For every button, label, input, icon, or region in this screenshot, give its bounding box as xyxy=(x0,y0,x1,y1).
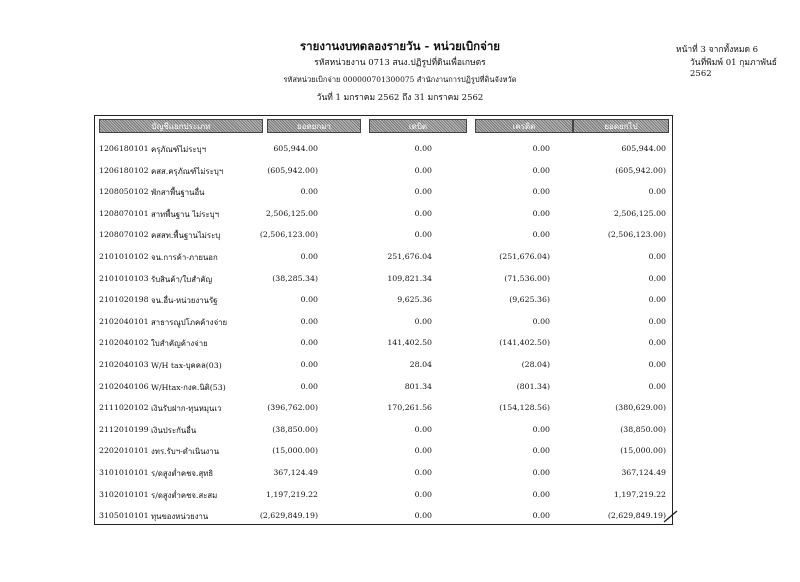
carried-forward-value: (38,850.00) xyxy=(620,424,666,434)
brought-forward-value: (38,285.34) xyxy=(272,273,318,283)
account-name: จน.อื่น-หน่วยงานรัฐ xyxy=(151,296,218,306)
carried-forward-value: 0.00 xyxy=(648,360,666,369)
carried-forward-value: 367,124.49 xyxy=(621,468,666,477)
table-row xyxy=(95,490,672,504)
page-info: หน้าที่ 3 จากทั้งหมด 6 xyxy=(676,45,759,55)
account-code: 1208070102 xyxy=(99,230,149,240)
table-row xyxy=(95,252,672,266)
account-name: คสสท.พื้นฐานไม่ระบุ xyxy=(151,231,221,241)
account-name: ใบสำคัญค้างจ่าย xyxy=(151,339,208,349)
brought-forward-value: (38,850.00) xyxy=(272,424,318,434)
account-code: 3102010101 xyxy=(99,489,149,499)
account-code: 2101020198 xyxy=(99,295,149,305)
credit-value: 0.00 xyxy=(532,446,550,456)
debit-value: 0.00 xyxy=(414,230,432,240)
report-title: รายงานงบทดลองรายวัน - หน่วยเบิกจ่าย xyxy=(299,39,501,53)
credit-value: 0.00 xyxy=(532,165,550,175)
carried-forward-value: (2,629,849.19) xyxy=(607,511,666,521)
table-row xyxy=(95,382,672,396)
carried-forward-value: 1,197,219.22 xyxy=(613,489,666,499)
account-code: 3105010101 xyxy=(99,511,149,521)
account-name: สาธารณูปโภคค้างจ่าย xyxy=(151,317,228,327)
debit-value: 9,625.36 xyxy=(397,295,432,305)
debit-value: 141,402.50 xyxy=(387,338,432,348)
debit-value: 0.00 xyxy=(414,165,432,175)
debit-value: 801.34 xyxy=(404,381,432,391)
table-row xyxy=(95,187,672,201)
account-code: 1206180102 xyxy=(99,165,149,175)
brought-forward-value: (2,629,849.19) xyxy=(259,511,318,521)
credit-value: 0.00 xyxy=(532,144,550,153)
debit-value: 0.00 xyxy=(414,144,432,153)
table-row xyxy=(95,403,672,417)
brought-forward-value: (396,762.00) xyxy=(267,403,318,413)
account-code: 1206180101 xyxy=(99,144,149,153)
brought-forward-value: 1,197,219.22 xyxy=(265,489,318,499)
account-code: 2101010103 xyxy=(99,273,149,283)
carried-forward-value: (605,942.00) xyxy=(615,165,666,175)
account-name: งทร.รับฯ-ดำเนินงาน xyxy=(151,447,220,457)
table-header xyxy=(95,116,672,136)
debit-value: 0.00 xyxy=(414,446,432,456)
credit-value: 0.00 xyxy=(532,489,550,499)
table-row xyxy=(95,295,672,309)
brought-forward-value: 0.00 xyxy=(300,187,318,197)
table-row xyxy=(95,209,672,223)
disbursing-unit-line: รหัสหน่วยเบิกจ่าย 000000701300075 สำนักงานการปฏิรูปที่ดินจังหวัด xyxy=(283,75,517,84)
debit-value: 0.00 xyxy=(414,489,432,499)
column-header-carried-forward: ยอดยกไป xyxy=(573,119,669,133)
account-code: 3101010101 xyxy=(99,468,149,477)
account-name: สาทพื้นฐาน ไม่ระบุฯ xyxy=(151,209,219,219)
account-name: พักสาพื้นฐานอื่น xyxy=(151,188,205,198)
carried-forward-value: 0.00 xyxy=(648,381,666,391)
brought-forward-value: 605,944.00 xyxy=(273,144,318,153)
column-header-debit: เดบิต xyxy=(369,119,467,133)
table-row xyxy=(95,230,672,244)
account-name: เงินรับฝาก-ทุนหมุนเว xyxy=(151,404,222,414)
debit-value: 0.00 xyxy=(414,424,432,434)
account-code: 1208070101 xyxy=(99,208,149,218)
account-name: ครุภัณฑ์ไม่ระบุฯ xyxy=(151,145,207,154)
debit-value: 109,821.34 xyxy=(387,273,432,283)
account-name: คสส.ครุภัณฑ์ไม่ระบุฯ xyxy=(151,166,224,176)
debit-value: 28.04 xyxy=(409,360,432,369)
carried-forward-value: 0.00 xyxy=(648,273,666,283)
brought-forward-value: 2,506,125.00 xyxy=(265,208,318,218)
column-header-credit: เครดิต xyxy=(475,119,573,133)
table-row xyxy=(95,446,672,460)
account-code: 2112010199 xyxy=(99,424,149,434)
table-row xyxy=(95,511,672,525)
account-name: ทุนของหน่วยงาน xyxy=(151,512,209,522)
table-row xyxy=(95,166,672,180)
account-code: 2102040103 xyxy=(99,360,149,369)
credit-value: (141,402.50) xyxy=(499,338,550,348)
account-code: 2202010101 xyxy=(99,446,149,456)
table-row xyxy=(95,468,672,482)
brought-forward-value: 0.00 xyxy=(300,360,318,369)
brought-forward-value: (605,942.00) xyxy=(267,165,318,175)
account-code: 2101010102 xyxy=(99,252,149,261)
brought-forward-value: 367,124.49 xyxy=(273,468,318,477)
carried-forward-value: 0.00 xyxy=(648,187,666,197)
carried-forward-value: 0.00 xyxy=(648,316,666,326)
date-range: วันที่ 1 มกราคม 2562 ถึง 31 มกราคม 2562 xyxy=(316,93,484,103)
credit-value: (154,128.56) xyxy=(499,403,550,413)
debit-value: 251,676.04 xyxy=(387,252,432,261)
account-code: 1208050102 xyxy=(99,187,149,197)
credit-value: 0.00 xyxy=(532,468,550,477)
carried-forward-value: (15,000.00) xyxy=(620,446,666,456)
credit-value: (251,676.04) xyxy=(499,252,550,261)
brought-forward-value: 0.00 xyxy=(300,338,318,348)
credit-value: (9,625.36) xyxy=(509,295,550,305)
account-name: ร/ดสูงต่ำคชจ.สะสม xyxy=(151,490,218,500)
account-name: จน.การค้า-ภายนอก xyxy=(151,253,218,262)
debit-value: 0.00 xyxy=(414,208,432,218)
debit-value: 0.00 xyxy=(414,187,432,197)
credit-value: (71,536.00) xyxy=(504,273,550,283)
column-header-brought-forward: ยอดยกมา xyxy=(267,119,361,133)
brought-forward-value: (2,506,123.00) xyxy=(259,230,318,240)
brought-forward-value: (15,000.00) xyxy=(272,446,318,456)
table-row xyxy=(95,338,672,352)
table-row xyxy=(95,317,672,331)
account-code: 2102040101 xyxy=(99,316,149,326)
carried-forward-value: 0.00 xyxy=(648,338,666,348)
print-date: วันที่พิมพ์ 01 กุมภาพันธ์ 2562 xyxy=(690,58,777,79)
debit-value: 0.00 xyxy=(414,511,432,521)
table-row xyxy=(95,360,672,374)
carried-forward-value: (380,629.00) xyxy=(615,403,666,413)
brought-forward-value: 0.00 xyxy=(300,295,318,305)
account-name: W/H tax-บุคคล(03) xyxy=(151,361,222,370)
carried-forward-value: 2,506,125.00 xyxy=(613,208,666,218)
credit-value: 0.00 xyxy=(532,208,550,218)
account-name: รับสินค้า/ใบสำคัญ xyxy=(151,274,213,284)
trial-balance-table xyxy=(94,115,673,525)
debit-value: 0.00 xyxy=(414,316,432,326)
carried-forward-value: 0.00 xyxy=(648,252,666,261)
brought-forward-value: 0.00 xyxy=(300,381,318,391)
unit-code-line: รหัสหน่วยงาน 0713 สนง.ปฏิรูปที่ดินเพื่อเกษตร xyxy=(314,58,486,68)
credit-value: 0.00 xyxy=(532,511,550,521)
account-code: 2102040102 xyxy=(99,338,149,348)
carried-forward-value: (2,506,123.00) xyxy=(607,230,666,240)
brought-forward-value: 0.00 xyxy=(300,252,318,261)
table-row xyxy=(95,425,672,439)
table-row xyxy=(95,144,672,158)
debit-value: 170,261.56 xyxy=(387,403,432,413)
credit-value: 0.00 xyxy=(532,187,550,197)
carried-forward-value: 0.00 xyxy=(648,295,666,305)
account-code: 2102040106 xyxy=(99,381,149,391)
debit-value: 0.00 xyxy=(414,468,432,477)
credit-value: 0.00 xyxy=(532,424,550,434)
pen-mark-icon xyxy=(662,508,680,524)
credit-value: (28.04) xyxy=(521,360,550,369)
carried-forward-value: 605,944.00 xyxy=(621,144,666,153)
credit-value: 0.00 xyxy=(532,316,550,326)
account-name: เงินประกันอื่น xyxy=(151,425,197,435)
account-name: W/Htax-กงค.นิติ(53) xyxy=(151,382,226,392)
column-header-account: บัญชีแยกประเภท xyxy=(99,119,263,133)
account-code: 2111020102 xyxy=(99,403,149,413)
account-name: ร/ดสูงต่ำคชจ.สุทธิ xyxy=(151,469,214,478)
brought-forward-value: 0.00 xyxy=(300,316,318,326)
credit-value: 0.00 xyxy=(532,230,550,240)
table-row xyxy=(95,274,672,288)
credit-value: (801.34) xyxy=(516,381,550,391)
